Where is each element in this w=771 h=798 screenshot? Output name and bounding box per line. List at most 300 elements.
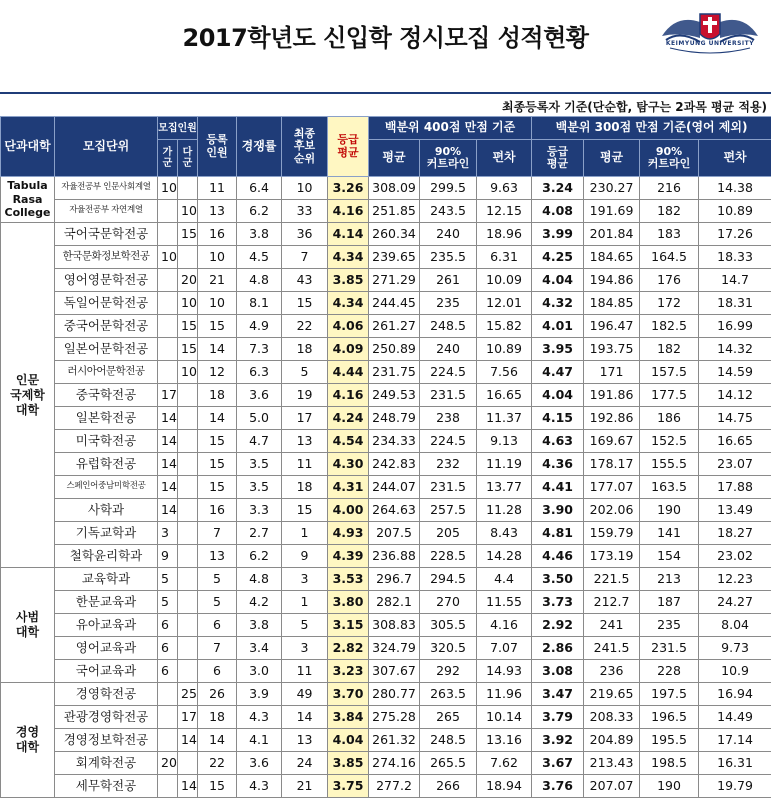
cell-final-waitlist: 17 xyxy=(282,407,328,430)
cell-final-waitlist: 13 xyxy=(282,430,328,453)
header-college: 단과대학 xyxy=(1,117,55,177)
cell-p300-sd: 14.75 xyxy=(699,407,771,430)
header-sd300: 편차 xyxy=(699,140,771,177)
table-row xyxy=(1,614,771,637)
cell-enrolled: 26 xyxy=(198,683,237,706)
cell-p300-cutline: 198.5 xyxy=(640,752,699,775)
cell-final-waitlist: 9 xyxy=(282,545,328,568)
cell-p300-mean: 177.07 xyxy=(584,476,640,499)
cell-p400-cutline: 228.5 xyxy=(420,545,477,568)
cell-competition: 3.8 xyxy=(237,223,282,246)
cell-p300-mean: 212.7 xyxy=(584,591,640,614)
cell-p400-cutline: 240 xyxy=(420,223,477,246)
cell-competition: 3.8 xyxy=(237,614,282,637)
cell-p300-sd: 17.14 xyxy=(699,729,771,752)
cell-p300-cutline: 197.5 xyxy=(640,683,699,706)
header-p400: 백분위 400점 만점 기준 xyxy=(369,117,532,140)
cell-avg-grade: 4.16 xyxy=(328,384,369,407)
cell-p300-cutline: 183 xyxy=(640,223,699,246)
cell-p400-sd: 7.07 xyxy=(477,637,532,660)
cell-enrolled: 7 xyxy=(198,637,237,660)
cell-p400-sd: 13.16 xyxy=(477,729,532,752)
cell-quota-da xyxy=(178,614,198,637)
cell-p400-mean: 234.33 xyxy=(369,430,420,453)
unit-name: 일본학전공 xyxy=(55,407,158,430)
cell-p300-sd: 13.49 xyxy=(699,499,771,522)
cell-final-waitlist: 11 xyxy=(282,453,328,476)
cell-competition: 6.3 xyxy=(237,361,282,384)
cell-quota-ga: 20 xyxy=(158,752,178,775)
cell-quota-ga xyxy=(158,338,178,361)
cell-final-waitlist: 5 xyxy=(282,361,328,384)
cell-p300-mean: 169.67 xyxy=(584,430,640,453)
cell-p400-mean: 280.77 xyxy=(369,683,420,706)
cell-p300-cutline: 152.5 xyxy=(640,430,699,453)
cell-enrolled: 12 xyxy=(198,361,237,384)
cell-p400-sd: 12.15 xyxy=(477,200,532,223)
table-row xyxy=(1,706,771,729)
cell-p300-grade: 3.76 xyxy=(532,775,584,798)
unit-name: 독일어문학전공 xyxy=(55,292,158,315)
cell-p300-sd: 14.49 xyxy=(699,706,771,729)
cell-avg-grade: 4.44 xyxy=(328,361,369,384)
cell-p300-cutline: 190 xyxy=(640,775,699,798)
unit-name: 교육학과 xyxy=(55,568,158,591)
cell-p300-sd: 10.89 xyxy=(699,200,771,223)
cell-p400-mean: 244.07 xyxy=(369,476,420,499)
cell-avg-grade: 4.24 xyxy=(328,407,369,430)
cell-p300-grade: 4.15 xyxy=(532,407,584,430)
cell-p300-cutline: 154 xyxy=(640,545,699,568)
cell-p400-cutline: 299.5 xyxy=(420,177,477,200)
college-name: 사범 대학 xyxy=(1,568,55,683)
cell-p300-grade: 3.73 xyxy=(532,591,584,614)
header-ga: 가 군 xyxy=(158,140,178,177)
table-row xyxy=(1,683,771,706)
cell-quota-da xyxy=(178,660,198,683)
unit-name: 중국어문학전공 xyxy=(55,315,158,338)
unit-name: 한국문화정보학전공 xyxy=(55,246,158,269)
table-row xyxy=(1,315,771,338)
cell-p400-cutline: 231.5 xyxy=(420,384,477,407)
table-row xyxy=(1,177,771,200)
table-row xyxy=(1,522,771,545)
cell-final-waitlist: 19 xyxy=(282,384,328,407)
unit-name: 관광경영학전공 xyxy=(55,706,158,729)
cell-p400-mean: 271.29 xyxy=(369,269,420,292)
cell-quota-da xyxy=(178,545,198,568)
cell-p400-mean: 251.85 xyxy=(369,200,420,223)
header-competition: 경쟁률 xyxy=(237,117,282,177)
cell-quota-da xyxy=(178,407,198,430)
cell-p400-sd: 9.63 xyxy=(477,177,532,200)
cell-competition: 4.8 xyxy=(237,568,282,591)
cell-quota-da xyxy=(178,637,198,660)
cell-p400-cutline: 224.5 xyxy=(420,361,477,384)
cell-avg-grade: 4.06 xyxy=(328,315,369,338)
cell-quota-da: 10 xyxy=(178,200,198,223)
cell-avg-grade: 3.84 xyxy=(328,706,369,729)
table-row xyxy=(1,729,771,752)
cell-p400-cutline: 292 xyxy=(420,660,477,683)
cell-competition: 3.6 xyxy=(237,384,282,407)
cell-p400-cutline: 305.5 xyxy=(420,614,477,637)
header-divider xyxy=(0,92,771,94)
unit-name: 국어교육과 xyxy=(55,660,158,683)
cell-quota-da xyxy=(178,430,198,453)
cell-p300-grade: 4.01 xyxy=(532,315,584,338)
cell-quota-ga xyxy=(158,729,178,752)
cell-p300-mean: 230.27 xyxy=(584,177,640,200)
cell-p400-cutline: 265 xyxy=(420,706,477,729)
unit-name: 일본어문학전공 xyxy=(55,338,158,361)
cell-p400-mean: 264.63 xyxy=(369,499,420,522)
cell-final-waitlist: 11 xyxy=(282,660,328,683)
cell-final-waitlist: 1 xyxy=(282,522,328,545)
cell-final-waitlist: 43 xyxy=(282,269,328,292)
cell-enrolled: 18 xyxy=(198,384,237,407)
cell-p300-cutline: 157.5 xyxy=(640,361,699,384)
cell-enrolled: 10 xyxy=(198,292,237,315)
cell-p300-sd: 17.88 xyxy=(699,476,771,499)
table-row xyxy=(1,752,771,775)
cell-p400-mean: 260.34 xyxy=(369,223,420,246)
cell-competition: 4.1 xyxy=(237,729,282,752)
cell-enrolled: 10 xyxy=(198,246,237,269)
cell-p300-grade: 3.67 xyxy=(532,752,584,775)
cell-p300-sd: 18.31 xyxy=(699,292,771,315)
cell-p300-grade: 4.41 xyxy=(532,476,584,499)
cell-avg-grade: 4.14 xyxy=(328,223,369,246)
cell-quota-da: 14 xyxy=(178,729,198,752)
unit-name: 기독교학과 xyxy=(55,522,158,545)
cell-quota-ga: 17 xyxy=(158,384,178,407)
cell-avg-grade: 4.34 xyxy=(328,246,369,269)
cell-p400-sd: 14.28 xyxy=(477,545,532,568)
cell-p300-mean: 241.5 xyxy=(584,637,640,660)
cell-p400-mean: 296.7 xyxy=(369,568,420,591)
header-enrolled: 등록 인원 xyxy=(198,117,237,177)
table-row xyxy=(1,200,771,223)
cell-p300-mean: 184.85 xyxy=(584,292,640,315)
table-row xyxy=(1,223,771,246)
cell-quota-ga xyxy=(158,683,178,706)
cell-p300-mean: 171 xyxy=(584,361,640,384)
cell-quota-da: 14 xyxy=(178,775,198,798)
cell-quota-ga: 6 xyxy=(158,614,178,637)
cell-p400-sd: 18.96 xyxy=(477,223,532,246)
cell-p400-cutline: 235 xyxy=(420,292,477,315)
unit-name: 경영학전공 xyxy=(55,683,158,706)
cell-competition: 4.9 xyxy=(237,315,282,338)
table-row xyxy=(1,430,771,453)
table-row xyxy=(1,775,771,798)
cell-p400-mean: 307.67 xyxy=(369,660,420,683)
cell-quota-ga xyxy=(158,200,178,223)
header-mean300: 평균 xyxy=(584,140,640,177)
cell-p300-sd: 8.04 xyxy=(699,614,771,637)
unit-name: 미국학전공 xyxy=(55,430,158,453)
cell-p300-sd: 17.26 xyxy=(699,223,771,246)
cell-quota-ga xyxy=(158,361,178,384)
cell-p400-mean: 249.53 xyxy=(369,384,420,407)
cell-p300-sd: 23.02 xyxy=(699,545,771,568)
cell-quota-ga: 14 xyxy=(158,476,178,499)
cell-p300-mean: 221.5 xyxy=(584,568,640,591)
cell-p300-sd: 24.27 xyxy=(699,591,771,614)
cell-p400-mean: 261.27 xyxy=(369,315,420,338)
cell-enrolled: 15 xyxy=(198,775,237,798)
cell-p300-sd: 14.38 xyxy=(699,177,771,200)
unit-name: 영어교육과 xyxy=(55,637,158,660)
table-row xyxy=(1,591,771,614)
unit-name: 자율전공부 인문사회계열 xyxy=(55,177,158,200)
college-name: 인문 국제학 대학 xyxy=(1,223,55,568)
table-row xyxy=(1,660,771,683)
cell-p300-sd: 10.9 xyxy=(699,660,771,683)
cell-p400-sd: 6.31 xyxy=(477,246,532,269)
cell-final-waitlist: 5 xyxy=(282,614,328,637)
cell-final-waitlist: 13 xyxy=(282,729,328,752)
cell-p300-mean: 236 xyxy=(584,660,640,683)
cell-p300-mean: 173.19 xyxy=(584,545,640,568)
logo-text: KEIMYUNG UNIVERSITY xyxy=(656,40,764,47)
cell-p300-grade: 4.08 xyxy=(532,200,584,223)
cell-p300-sd: 9.73 xyxy=(699,637,771,660)
cell-p400-sd: 14.93 xyxy=(477,660,532,683)
cell-p400-mean: 239.65 xyxy=(369,246,420,269)
cell-enrolled: 14 xyxy=(198,729,237,752)
cell-p300-grade: 4.81 xyxy=(532,522,584,545)
cell-enrolled: 6 xyxy=(198,614,237,637)
cell-p300-mean: 159.79 xyxy=(584,522,640,545)
cell-avg-grade: 3.23 xyxy=(328,660,369,683)
cell-final-waitlist: 7 xyxy=(282,246,328,269)
cell-quota-ga xyxy=(158,775,178,798)
header-final-waitlist: 최종 후보 순위 xyxy=(282,117,328,177)
cell-p400-sd: 4.4 xyxy=(477,568,532,591)
cell-avg-grade: 3.70 xyxy=(328,683,369,706)
college-name: 경영 대학 xyxy=(1,683,55,798)
cell-p400-sd: 16.65 xyxy=(477,384,532,407)
table-row xyxy=(1,269,771,292)
university-emblem-logo xyxy=(656,8,764,56)
cell-p400-mean: 244.45 xyxy=(369,292,420,315)
cell-p400-cutline: 205 xyxy=(420,522,477,545)
cell-p400-mean: 277.2 xyxy=(369,775,420,798)
cell-quota-da xyxy=(178,476,198,499)
cell-p300-grade: 3.99 xyxy=(532,223,584,246)
cell-final-waitlist: 22 xyxy=(282,315,328,338)
table-row xyxy=(1,246,771,269)
cell-quota-ga: 6 xyxy=(158,637,178,660)
cell-competition: 4.3 xyxy=(237,775,282,798)
cell-enrolled: 5 xyxy=(198,568,237,591)
admission-results-table xyxy=(0,116,771,798)
cell-quota-ga: 10 xyxy=(158,246,178,269)
header-cutline300: 90% 커트라인 xyxy=(640,140,699,177)
cell-quota-ga xyxy=(158,269,178,292)
cell-p400-cutline: 238 xyxy=(420,407,477,430)
cell-final-waitlist: 15 xyxy=(282,499,328,522)
cell-competition: 4.5 xyxy=(237,246,282,269)
cell-p400-sd: 10.89 xyxy=(477,338,532,361)
cell-p300-cutline: 235 xyxy=(640,614,699,637)
cell-competition: 7.3 xyxy=(237,338,282,361)
cell-p300-mean: 204.89 xyxy=(584,729,640,752)
cell-quota-da: 15 xyxy=(178,223,198,246)
cell-quota-da xyxy=(178,384,198,407)
unit-name: 자율전공부 자연계열 xyxy=(55,200,158,223)
unit-name: 중국학전공 xyxy=(55,384,158,407)
cell-p300-mean: 178.17 xyxy=(584,453,640,476)
cell-p300-mean: 201.84 xyxy=(584,223,640,246)
cell-p400-cutline: 263.5 xyxy=(420,683,477,706)
cell-p300-cutline: 155.5 xyxy=(640,453,699,476)
cell-enrolled: 18 xyxy=(198,706,237,729)
cell-p300-cutline: 196.5 xyxy=(640,706,699,729)
cell-p300-sd: 14.59 xyxy=(699,361,771,384)
cell-p300-grade: 3.79 xyxy=(532,706,584,729)
table-row xyxy=(1,338,771,361)
cell-competition: 3.0 xyxy=(237,660,282,683)
cell-competition: 2.7 xyxy=(237,522,282,545)
cell-p300-mean: 184.65 xyxy=(584,246,640,269)
cell-p400-mean: 275.28 xyxy=(369,706,420,729)
cell-competition: 3.6 xyxy=(237,752,282,775)
cell-avg-grade: 4.93 xyxy=(328,522,369,545)
cell-quota-ga: 5 xyxy=(158,568,178,591)
cell-quota-ga: 14 xyxy=(158,453,178,476)
table-row xyxy=(1,476,771,499)
cell-p400-sd: 10.14 xyxy=(477,706,532,729)
cell-quota-ga xyxy=(158,315,178,338)
cell-p300-cutline: 177.5 xyxy=(640,384,699,407)
cell-quota-da: 17 xyxy=(178,706,198,729)
cell-quota-ga xyxy=(158,292,178,315)
cell-quota-ga: 5 xyxy=(158,591,178,614)
cell-p400-sd: 11.96 xyxy=(477,683,532,706)
cell-p300-sd: 16.31 xyxy=(699,752,771,775)
cell-p300-cutline: 213 xyxy=(640,568,699,591)
cell-p400-cutline: 257.5 xyxy=(420,499,477,522)
cell-p300-mean: 192.86 xyxy=(584,407,640,430)
cell-p400-cutline: 243.5 xyxy=(420,200,477,223)
cell-p400-sd: 11.19 xyxy=(477,453,532,476)
header-grade300: 등급 평균 xyxy=(532,140,584,177)
header-p300: 백분위 300점 만점 기준(영어 제외) xyxy=(532,117,771,140)
cell-p400-sd: 10.09 xyxy=(477,269,532,292)
cell-p400-mean: 242.83 xyxy=(369,453,420,476)
cell-p300-cutline: 182 xyxy=(640,338,699,361)
cell-p300-grade: 4.47 xyxy=(532,361,584,384)
cell-competition: 4.2 xyxy=(237,591,282,614)
cell-p300-grade: 3.95 xyxy=(532,338,584,361)
cell-final-waitlist: 36 xyxy=(282,223,328,246)
header-sd: 편차 xyxy=(477,140,532,177)
cell-p400-mean: 250.89 xyxy=(369,338,420,361)
cell-p300-cutline: 172 xyxy=(640,292,699,315)
cell-avg-grade: 3.75 xyxy=(328,775,369,798)
cell-p300-grade: 4.36 xyxy=(532,453,584,476)
table-row xyxy=(1,545,771,568)
cell-avg-grade: 4.30 xyxy=(328,453,369,476)
cell-avg-grade: 3.85 xyxy=(328,752,369,775)
cell-competition: 6.2 xyxy=(237,200,282,223)
cell-quota-da xyxy=(178,591,198,614)
cell-avg-grade: 2.82 xyxy=(328,637,369,660)
cell-p300-sd: 18.33 xyxy=(699,246,771,269)
cell-enrolled: 7 xyxy=(198,522,237,545)
cell-p400-cutline: 232 xyxy=(420,453,477,476)
cell-p300-cutline: 187 xyxy=(640,591,699,614)
cell-competition: 6.4 xyxy=(237,177,282,200)
cell-p300-cutline: 164.5 xyxy=(640,246,699,269)
cell-p300-grade: 3.24 xyxy=(532,177,584,200)
cell-final-waitlist: 24 xyxy=(282,752,328,775)
cell-p300-grade: 4.25 xyxy=(532,246,584,269)
cell-quota-da xyxy=(178,752,198,775)
page-header xyxy=(0,0,771,92)
cell-p400-sd: 7.56 xyxy=(477,361,532,384)
cell-avg-grade: 4.54 xyxy=(328,430,369,453)
cell-p400-sd: 13.77 xyxy=(477,476,532,499)
cell-enrolled: 16 xyxy=(198,499,237,522)
unit-name: 국어국문학전공 xyxy=(55,223,158,246)
cell-quota-da xyxy=(178,246,198,269)
cell-final-waitlist: 33 xyxy=(282,200,328,223)
cell-p400-cutline: 266 xyxy=(420,775,477,798)
cell-p300-sd: 16.99 xyxy=(699,315,771,338)
cell-p400-cutline: 248.5 xyxy=(420,315,477,338)
cell-quota-ga: 6 xyxy=(158,660,178,683)
cell-quota-ga: 14 xyxy=(158,430,178,453)
table-row xyxy=(1,568,771,591)
cell-enrolled: 15 xyxy=(198,315,237,338)
cell-p400-mean: 207.5 xyxy=(369,522,420,545)
table-row xyxy=(1,499,771,522)
cell-avg-grade: 4.16 xyxy=(328,200,369,223)
table-row xyxy=(1,361,771,384)
unit-name: 스페인어중남미학전공 xyxy=(55,476,158,499)
cell-quota-da: 15 xyxy=(178,315,198,338)
cell-final-waitlist: 49 xyxy=(282,683,328,706)
cell-enrolled: 14 xyxy=(198,338,237,361)
cell-enrolled: 16 xyxy=(198,223,237,246)
cell-p400-sd: 9.13 xyxy=(477,430,532,453)
cell-final-waitlist: 21 xyxy=(282,775,328,798)
cell-p300-mean: 191.69 xyxy=(584,200,640,223)
cell-quota-ga: 14 xyxy=(158,499,178,522)
cell-p300-cutline: 141 xyxy=(640,522,699,545)
table-body xyxy=(1,177,771,798)
cell-competition: 3.4 xyxy=(237,637,282,660)
cell-avg-grade: 4.09 xyxy=(328,338,369,361)
unit-name: 유아교육과 xyxy=(55,614,158,637)
cell-final-waitlist: 15 xyxy=(282,292,328,315)
cell-quota-ga: 14 xyxy=(158,407,178,430)
cell-p400-sd: 4.16 xyxy=(477,614,532,637)
unit-name: 유럽학전공 xyxy=(55,453,158,476)
table-row xyxy=(1,453,771,476)
cell-quota-da: 10 xyxy=(178,292,198,315)
cell-enrolled: 5 xyxy=(198,591,237,614)
cell-quota-da: 15 xyxy=(178,338,198,361)
cell-enrolled: 15 xyxy=(198,453,237,476)
cell-p300-mean: 213.43 xyxy=(584,752,640,775)
cell-quota-da xyxy=(178,568,198,591)
cell-p400-mean: 308.09 xyxy=(369,177,420,200)
